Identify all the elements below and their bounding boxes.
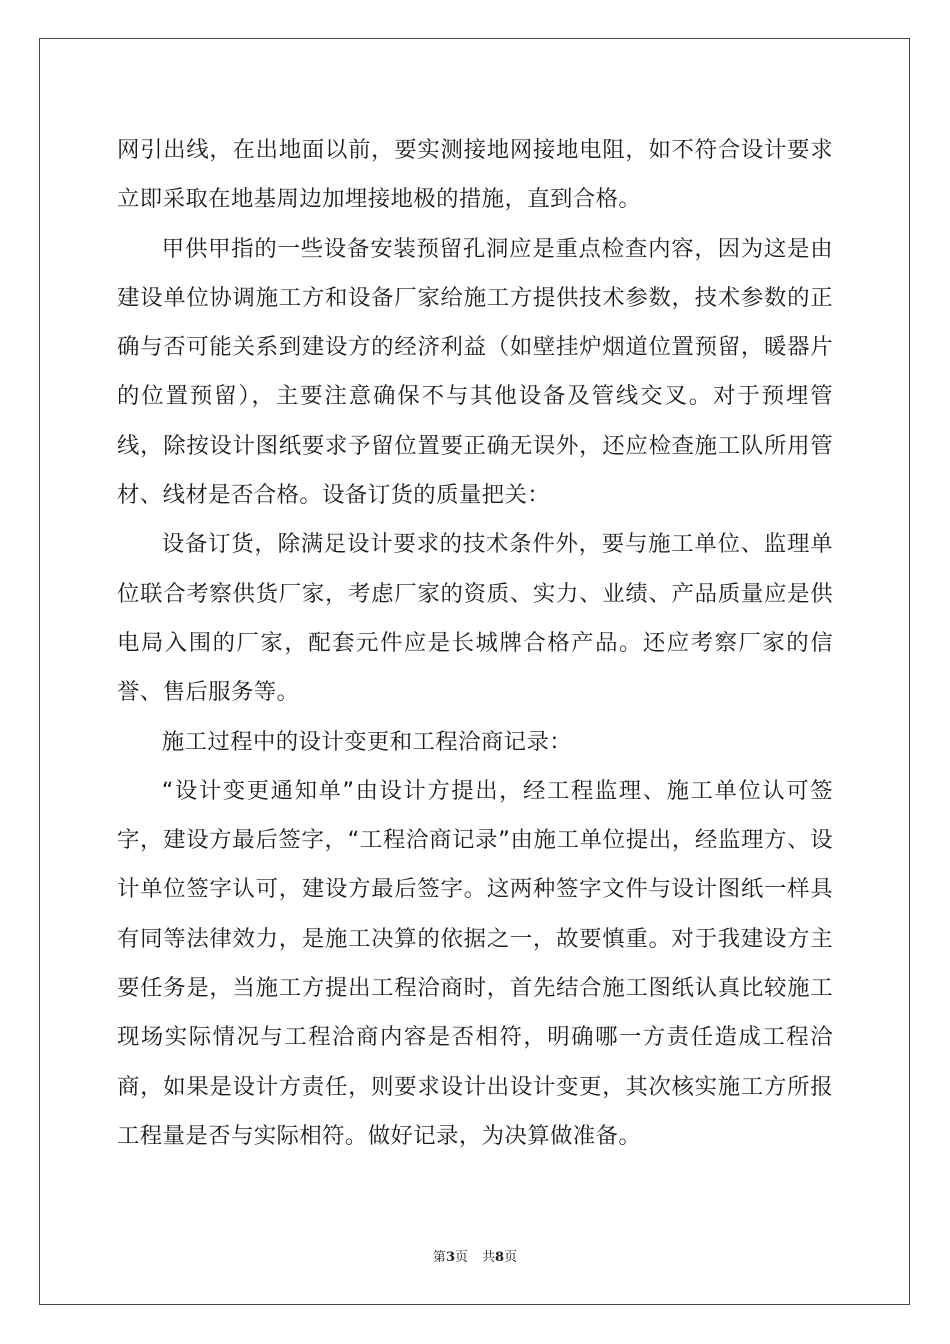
total-pages: 8 bbox=[495, 1250, 505, 1265]
document-body bbox=[117, 126, 833, 1161]
paragraph-reserved-holes: 甲供甲指的一些设备安装预留孔洞应是重点检查内容，因为这是由建设单位协调施工方和设备厂家给施工方提供技术参数，技术参数的正确与否可能关系到建设方的经济利益（如壁挂炉烟道位置预留，暖器片的位置预留），主要注意确保不与其他设备及管线交叉。对于预埋管线，除按设计图纸要求予留位置要正确无误外，还应检查施工队所用管材、线材是否合格。设备订货的质量把关： bbox=[117, 235, 833, 509]
paragraph-equipment-ordering: 设备订货，除满足设计要求的技术条件外，要与施工单位、监理单位联合考察供货厂家，考虑厂家的资质、实力、业绩、产品质量应是供电局入围的厂家，配套元件应是长城牌合格产品。还应考察厂家的信誉、售后服务等。 bbox=[117, 531, 833, 706]
page-prefix: 第 bbox=[432, 1250, 446, 1265]
page-suffix: 页 bbox=[454, 1250, 468, 1265]
total-suffix: 页 bbox=[504, 1250, 518, 1265]
paragraph-design-change-notice: “设计变更通知单”由设计方提出，经工程监理、施工单位认可签字，建设方最后签字，“工程洽商记录”由施工单位提出，经监理方、设计单位签字认可，建设方最后签字。这两种签字文件与设计图纸一样具有同等法律效力，是施工决算的依据之一，故要慎重。对于我建设方主要任务是，当施工方提出工程洽商时，首先结合施工图纸认真比较施工现场实际情况与工程洽商内容是否相符，明确哪一方责任造成工程洽商，如果是设计方责任，则要求设计出设计变更，其次核实施工方所报工程量是否与实际相符。做好记录，为决算做准备。 bbox=[117, 777, 833, 1149]
paragraph-design-change-heading: 施工过程中的设计变更和工程洽商记录： bbox=[161, 728, 573, 755]
page-number: 3 bbox=[445, 1250, 455, 1265]
page-footer bbox=[0, 1246, 950, 1265]
total-prefix: 共 bbox=[482, 1250, 496, 1265]
paragraph-continuation: 网引出线，在出地面以前，要实测接地网接地电阻，如不符合设计要求立即采取在地基周边加埋接地极的措施，直到合格。 bbox=[117, 137, 833, 213]
